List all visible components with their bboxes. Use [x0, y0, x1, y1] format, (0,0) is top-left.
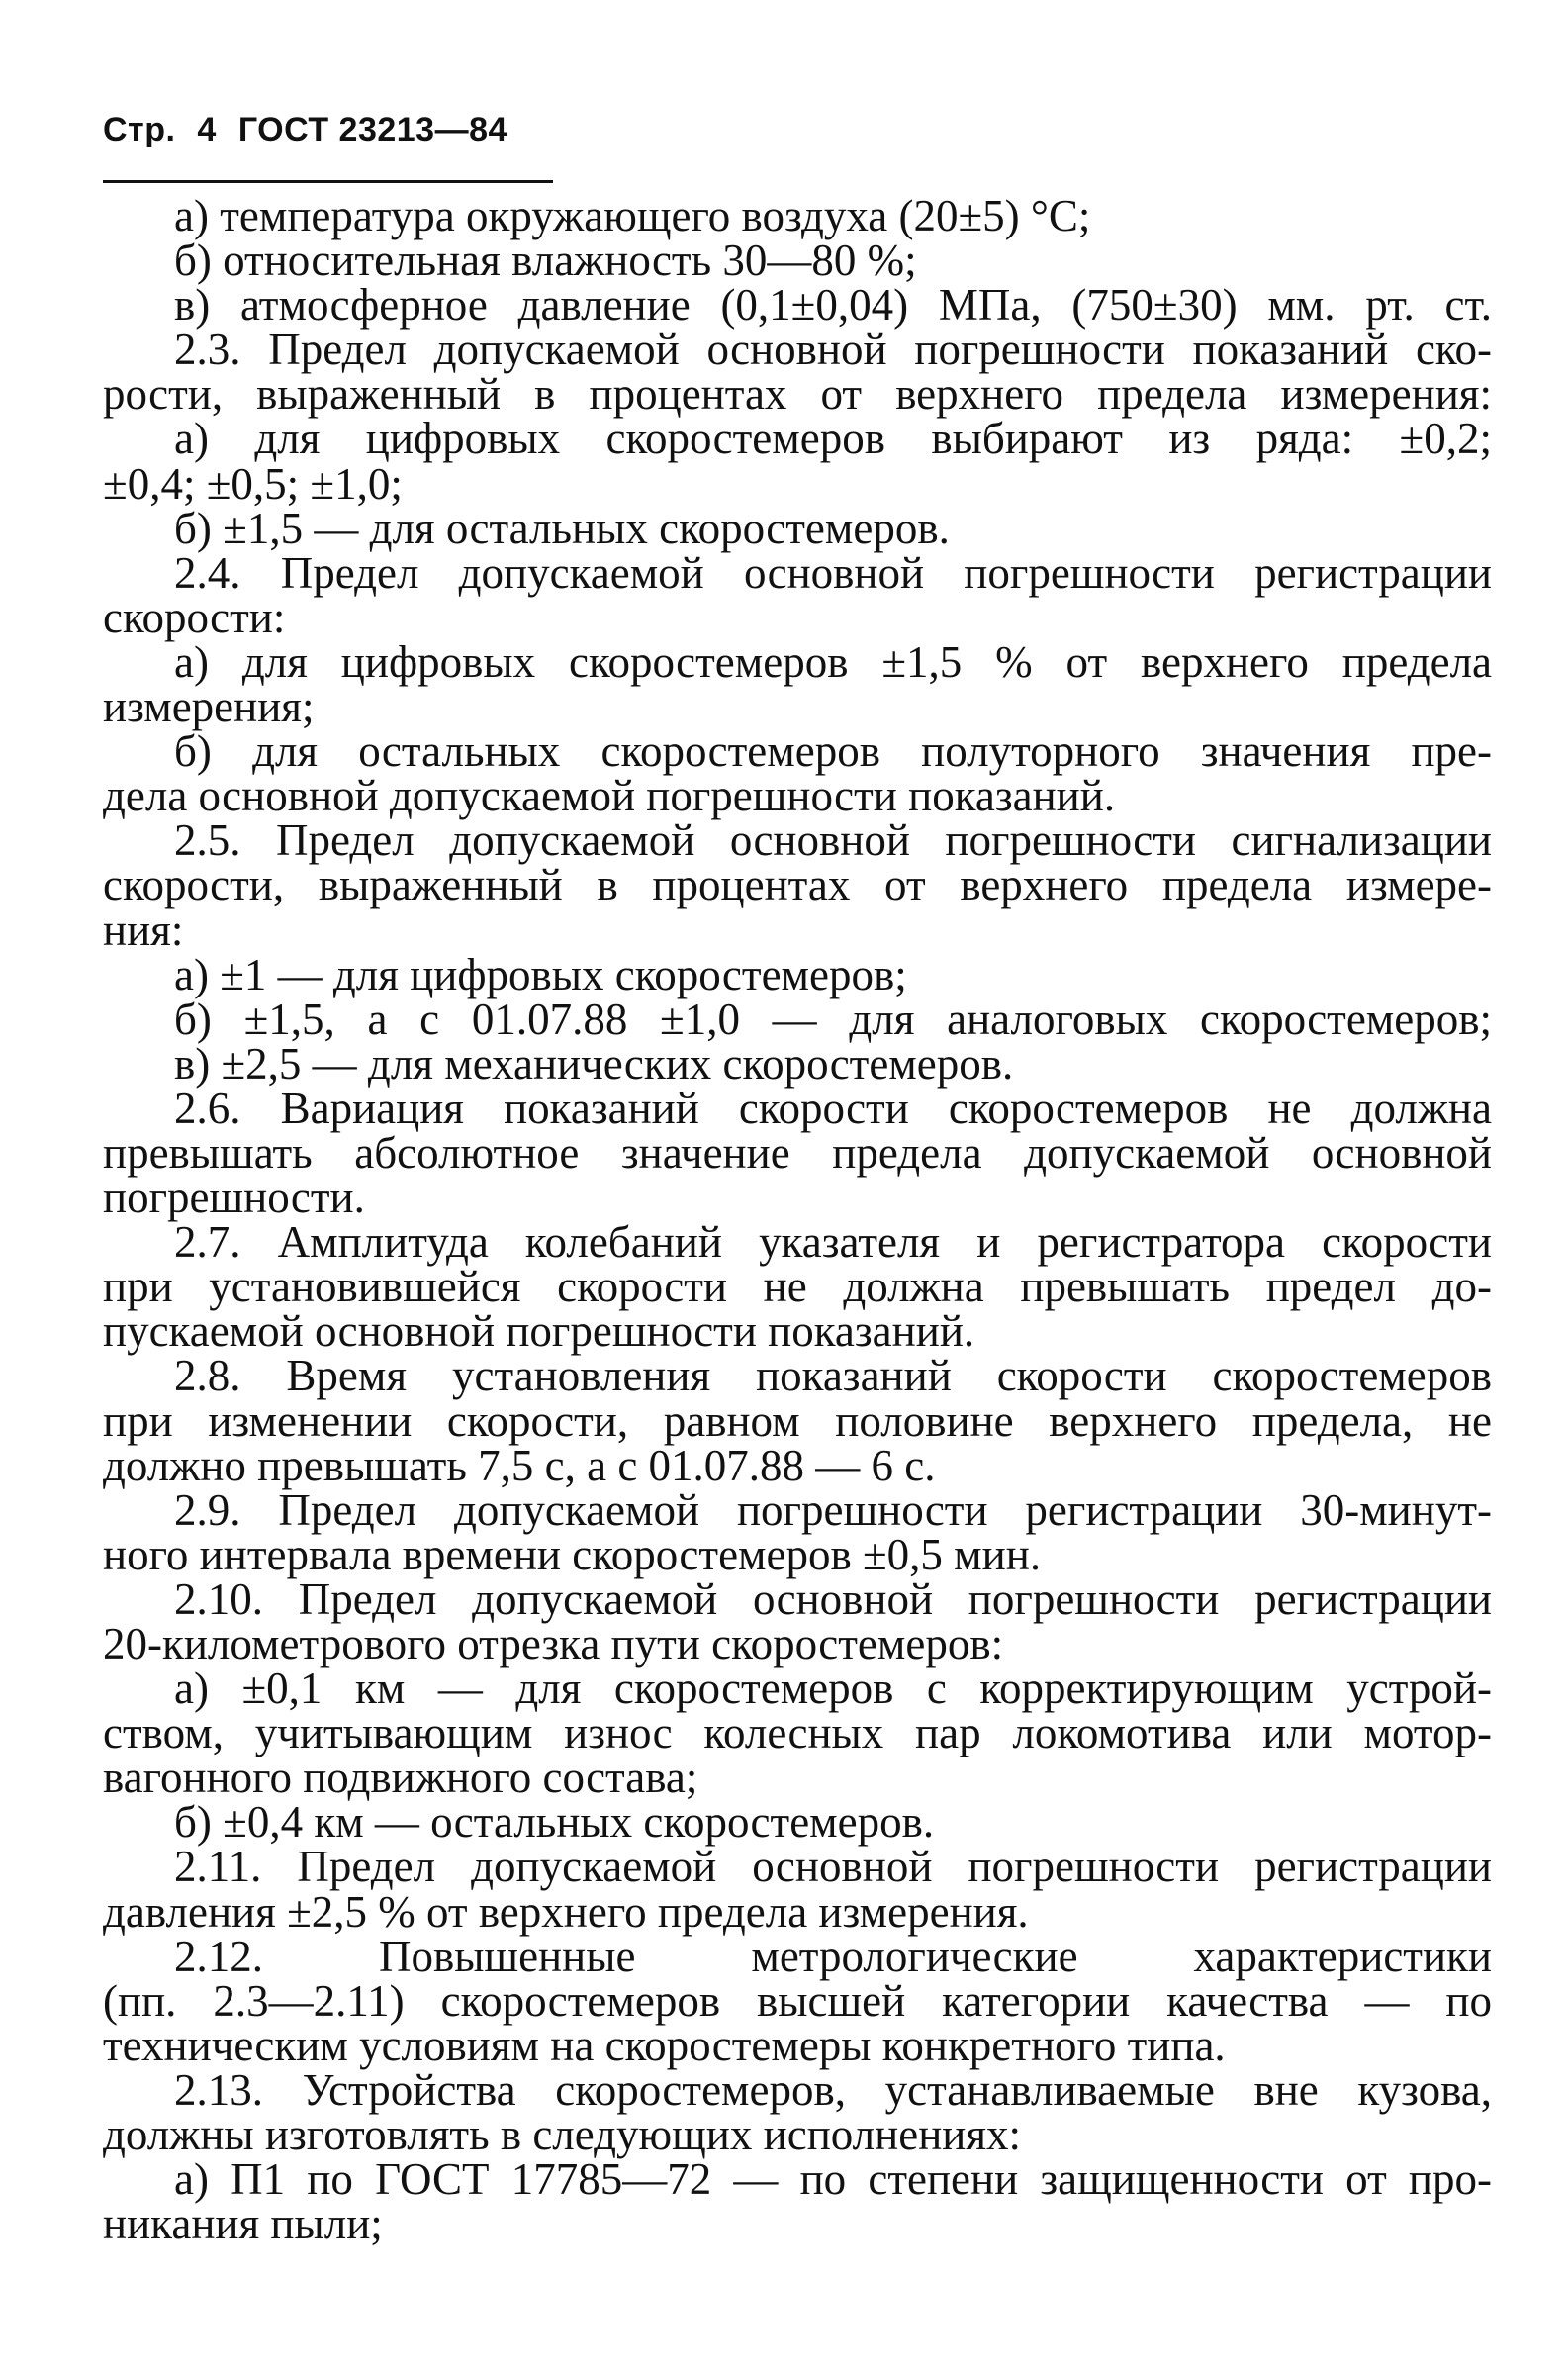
text-line: пускаемой основной погрешности показаний. [103, 1306, 975, 1357]
text-line: 2.8. Время установления показаний скорости скоростемеров [174, 1351, 1492, 1401]
text-line: 2.13. Устройства скоростемеров, устанавливаемые вне кузова, [174, 2064, 1492, 2115]
text-line: а) П1 по ГОСТ 17785—72 — по степени защищенности от про- [174, 2154, 1492, 2205]
standard-designation: ГОСТ 23213—84 [237, 111, 507, 148]
text-line: а) для цифровых скоростемеров выбирают из ряда: ±0,2; [174, 414, 1492, 464]
text-line: 2.4. Предел допускаемой основной погрешности регистрации [174, 547, 1492, 598]
text-line: б) ±1,5 — для остальных скоростемеров. [174, 503, 950, 553]
header-rule [103, 180, 553, 183]
text-line: б) для остальных скоростемеров полуторного значения пре- [174, 726, 1492, 777]
text-line: давления ±2,5 % от верхнего предела измерения. [103, 1886, 1029, 1937]
text-line: ±0,4; ±0,5; ±1,0; [103, 458, 403, 509]
text-line: при установившейся скорости не должна превышать предел до- [103, 1262, 1492, 1312]
text-line: при изменении скорости, равном половине верхнего предела, не [103, 1395, 1492, 1446]
text-line: а) ±0,1 км — для скоростемеров с корректирующим устрой- [174, 1663, 1492, 1714]
text-line: превышать абсолютное значение предела допускаемой основной [103, 1127, 1492, 1178]
text-line: рости, выраженный в процентах от верхнего предела измерения: [103, 369, 1492, 420]
text-line: в) ±2,5 — для механических скоростемеров. [174, 1038, 1014, 1089]
text-line: должны изготовлять в следующих исполнениях: [103, 2110, 1022, 2160]
text-line: ством, учитывающим износ колесных пар локомотива или мотор- [103, 1708, 1492, 1758]
text-line: техническим условиям на скоростемеры конкретного типа. [103, 2020, 1226, 2070]
text-line: в) атмосферное давление (0,1±0,04) МПа, (750±30) мм. рт. ст. [174, 280, 1492, 331]
document-body [103, 191, 1492, 2249]
text-line: 2.7. Амплитуда колебаний указателя и регистратора скорости [174, 1217, 1492, 1268]
text-line: б) ±0,4 км — остальных скоростемеров. [174, 1797, 935, 1848]
text-line: а) ±1 — для цифровых скоростемеров; [174, 949, 907, 999]
page-header [103, 111, 529, 149]
text-line: должно превышать 7,5 с, а с 01.07.88 — 6 с. [103, 1440, 936, 1490]
text-line: 2.9. Предел допускаемой погрешности регистрации 30-минут- [174, 1484, 1492, 1535]
text-line: б) относительная влажность 30—80 %; [174, 236, 917, 286]
text-line: 20-километрового отрезка пути скоростемеров: [103, 1619, 1004, 1668]
page-number: 4 [197, 111, 217, 148]
text-line: 2.12. Повышенные метрологические характеристики [174, 1931, 1492, 1981]
text-line: (пп. 2.3—2.11) скоростемеров высшей категории качества — по [103, 1975, 1492, 2026]
text-line: погрешности. [103, 1173, 365, 1223]
text-line: 2.11. Предел допускаемой основной погрешности регистрации [174, 1842, 1492, 1892]
text-line: 2.10. Предел допускаемой основной погрешности регистрации [174, 1573, 1492, 1624]
text-line: скорости, выраженный в процентах от верхнего предела измере- [103, 860, 1492, 910]
text-line: 2.3. Предел допускаемой основной погрешности показаний ско- [174, 325, 1492, 375]
text-line: вагонного подвижного состава; [103, 1753, 698, 1803]
text-line: 2.5. Предел допускаемой основной погрешности сигнализации [174, 815, 1492, 866]
text-line: а) температура окружающего воздуха (20±5) °С; [174, 191, 1091, 240]
text-line: а) для цифровых скоростемеров ±1,5 % от верхнего предела [174, 636, 1492, 687]
page-label: Стр. [103, 111, 176, 148]
text-line: никания пыли; [103, 2199, 383, 2249]
text-line: б) ±1,5, а с 01.07.88 ±1,0 — для аналоговых скоростемеров; [174, 994, 1492, 1044]
text-line: измерения; [103, 682, 315, 732]
text-line: 2.6. Вариация показаний скорости скоростемеров не должна [174, 1083, 1492, 1133]
text-line: ния: [103, 904, 184, 955]
text-line: дела основной допускаемой погрешности показаний. [103, 771, 1116, 821]
text-line: ного интервала времени скоростемеров ±0,5 мин. [103, 1529, 1042, 1579]
text-line: скорости: [103, 592, 286, 642]
